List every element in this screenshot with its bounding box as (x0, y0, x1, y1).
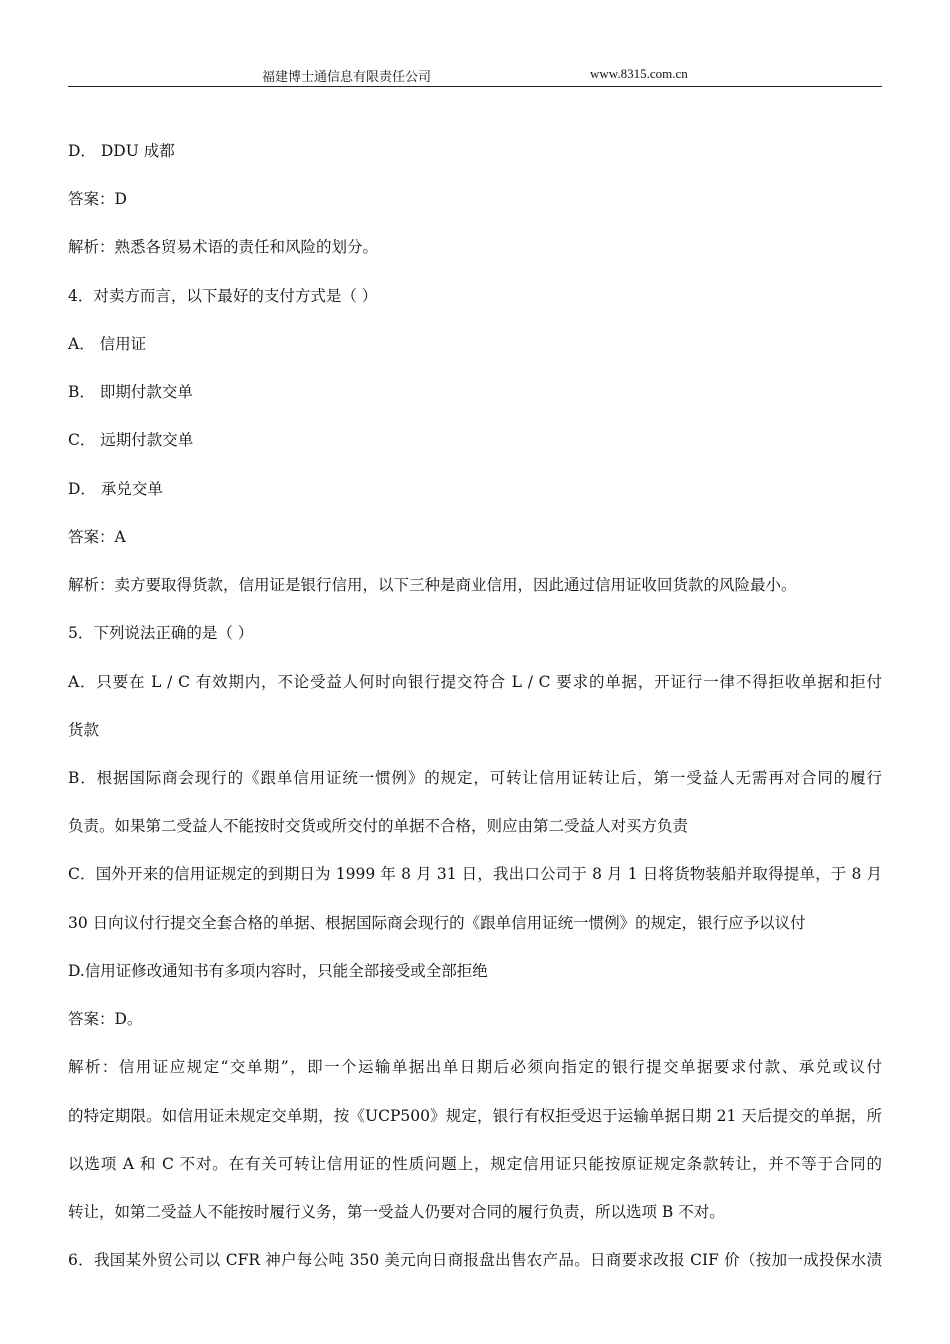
answer-q5: 答案：D。 (68, 1010, 143, 1028)
q5-option-a-line1: A．只要在 L / C 有效期内，不论受益人何时向银行提交符合 L / C 要求的单据，开证行一律不得拒收单据和拒付 (68, 673, 882, 691)
explanation-q3: 解析：熟悉各贸易术语的责任和风险的划分。 (68, 238, 379, 256)
q5-option-b-line1: B．根据国际商会现行的《跟单信用证统一惯例》的规定，可转让信用证转让后，第一受益人无需再对合同的履行 (68, 769, 882, 787)
q5-option-b-line2: 负责。如果第二受益人不能按时交货或所交付的单据不合格，则应由第二受益人对买方负责 (68, 817, 689, 835)
answer-q3: 答案：D (68, 190, 127, 208)
explanation-q5-line4: 转让，如第二受益人不能按时履行义务，第一受益人仍要对合同的履行负责，所以选项 B 不对。 (68, 1203, 725, 1221)
q5-option-d: D.信用证修改通知书有多项内容时，只能全部接受或全部拒绝 (68, 962, 488, 980)
explanation-q5-line1: 解析：信用证应规定“交单期”，即一个运输单据出单日期后必须向指定的银行提交单据要求付款、承兑或议付 (68, 1058, 882, 1076)
question-6: 6．我国某外贸公司以 CFR 神户每公吨 350 美元向日商报盘出售农产品。日商要求改报 CIF 价（按加一成投保水渍 (68, 1251, 882, 1269)
q5-option-c-line1: C．国外开来的信用证规定的到期日为 1999 年 8 月 31 日，我出口公司于 8 月 1 日将货物装船并取得提单，于 8 月 (68, 865, 882, 883)
q5-option-c-line2: 30 日向议付行提交全套合格的单据、根据国际商会现行的《跟单信用证统一惯例》的规定，银行应予以议付 (68, 914, 806, 932)
q5-option-a-line2: 货款 (68, 721, 100, 739)
explanation-q5-line2: 的特定期限。如信用证未规定交单期，按《UCP500》规定，银行有权拒受迟于运输单据日期 21 天后提交的单据，所 (68, 1107, 882, 1125)
answer-q4: 答案：A (68, 528, 126, 546)
header-website-url: www.8315.com.cn (590, 66, 688, 81)
question-4: 4．对卖方而言，以下最好的支付方式是（ ） (68, 287, 378, 305)
question-5: 5．下列说法正确的是（ ） (68, 624, 254, 642)
q4-option-a: A． 信用证 (68, 335, 147, 353)
q4-option-c: C． 远期付款交单 (68, 431, 194, 449)
q4-option-b: B． 即期付款交单 (68, 383, 193, 401)
page-header (68, 64, 882, 87)
option-d-ddu: D． DDU 成都 (68, 142, 175, 160)
q4-option-d: D． 承兑交单 (68, 480, 163, 498)
explanation-q5-line3: 以选项 A 和 C 不对。在有关可转让信用证的性质问题上，规定信用证只能按原证规定条款转让，并不等于合同的 (68, 1155, 882, 1173)
header-company-name: 福建博士通信息有限责任公司 (262, 70, 432, 85)
explanation-q4: 解析：卖方要取得货款，信用证是银行信用，以下三种是商业信用，因此通过信用证收回货款的风险最小。 (68, 576, 797, 594)
